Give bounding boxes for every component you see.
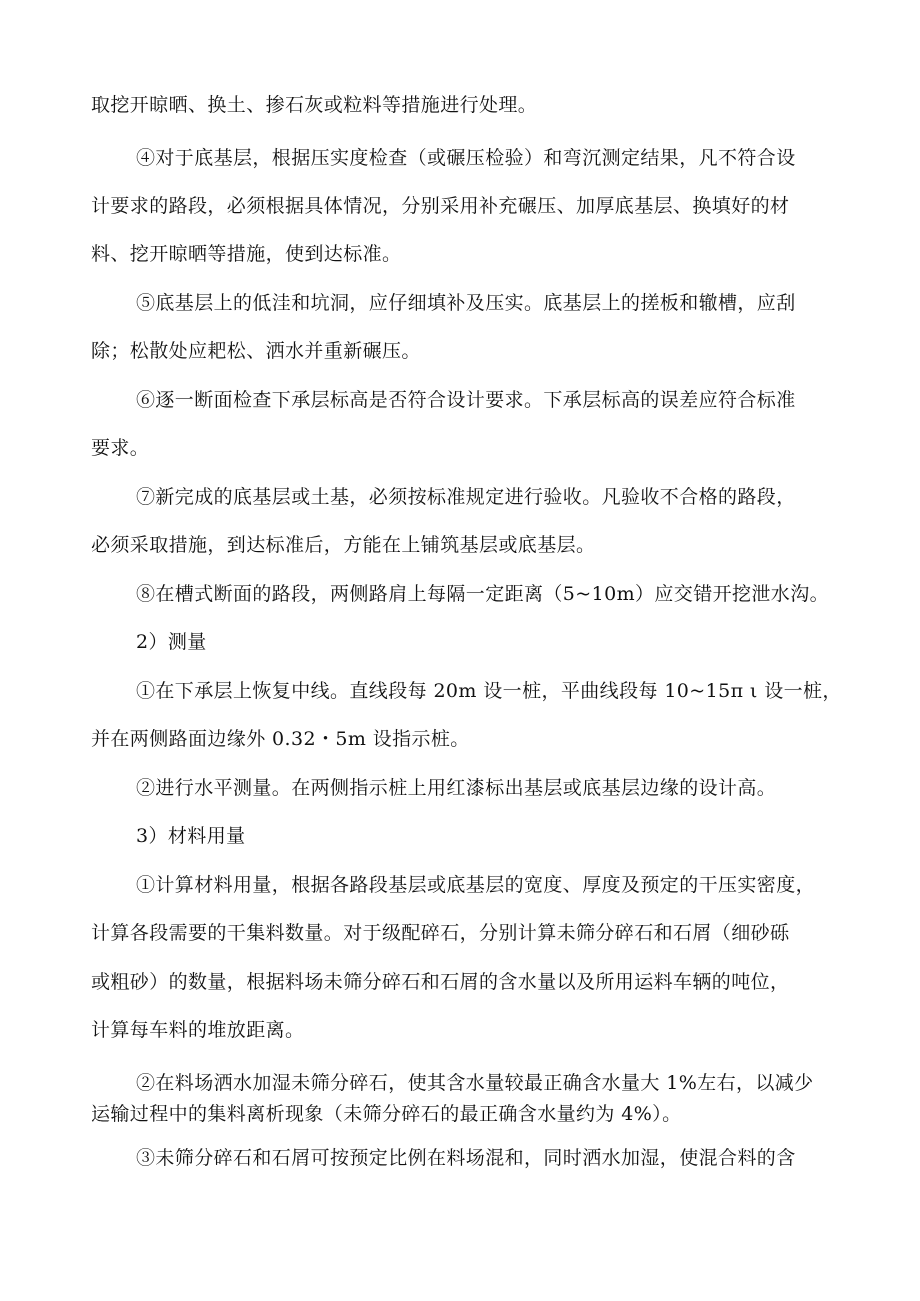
text-line: 要求。 xyxy=(91,437,150,459)
text-line: ②进行水平测量。在两侧指示桩上用红漆标出基层或底基层边缘的设计高。 xyxy=(136,777,777,799)
text-line: ⑧在槽式断面的路段，两侧路肩上每隔一定距离（5~10m）应交错开挖泄水沟。 xyxy=(136,583,830,605)
text-line: ④对于底基层，根据压实度检查（或碾压检验）和弯沉测定结果，凡不符合设 xyxy=(136,147,796,169)
text-line: 计算每车料的堆放距离。 xyxy=(91,1019,305,1041)
text-line: 计要求的路段，必须根据具体情况，分别采用补充碾压、加厚底基层、换填好的材 xyxy=(91,195,790,217)
text-line: ⑤底基层上的低洼和坑洞，应仔细填补及压实。底基层上的搓板和辙槽，应刮 xyxy=(136,292,796,314)
text-line: 并在两侧路面边缘外 0.32・5m 设指示桩。 xyxy=(91,728,470,750)
text-line: ②在料场洒水加湿未筛分碎石，使其含水量较最正确含水量大 1%左右，以减少 xyxy=(136,1072,814,1094)
text-line: 运输过程中的集料离析现象（未筛分碎石的最正确含水量约为 4%）。 xyxy=(91,1103,682,1125)
text-line: 除；松散处应耙松、洒水并重新碾压。 xyxy=(91,340,421,362)
section-heading: 2）测量 xyxy=(136,631,207,653)
text-line: ⑦新完成的底基层或土基，必须按标准规定进行验收。凡验收不合格的路段， xyxy=(136,486,796,508)
section-heading: 3）材料用量 xyxy=(136,825,246,847)
text-line: 必须采取措施，到达标准后，方能在上铺筑基层或底基层。 xyxy=(91,534,596,556)
text-line: 取挖开晾晒、换土、掺石灰或粒料等措施进行处理。 xyxy=(91,94,538,116)
text-line: 计算各段需要的干集料数量。对于级配碎石，分别计算未筛分碎石和石屑（细砂砾 xyxy=(91,922,790,944)
text-line: 或粗砂）的数量，根据料场未筛分碎石和石屑的含水量以及所用运料车辆的吨位， xyxy=(91,971,790,993)
text-line: ③未筛分碎石和石屑可按预定比例在料场混和，同时洒水加湿，使混合料的含 xyxy=(136,1147,796,1169)
text-line: ①计算材料用量，根据各路段基层或底基层的宽度、厚度及预定的干压实密度， xyxy=(136,874,816,896)
text-line: 料、挖开晾晒等措施，使到达标准。 xyxy=(91,243,402,265)
text-line: ⑥逐一断面检查下承层标高是否符合设计要求。下承层标高的误差应符合标准 xyxy=(136,389,796,411)
text-line: ①在下承层上恢复中线。直线段每 20m 设一桩，平曲线段每 10~15π ι 设一桩， xyxy=(136,680,842,702)
